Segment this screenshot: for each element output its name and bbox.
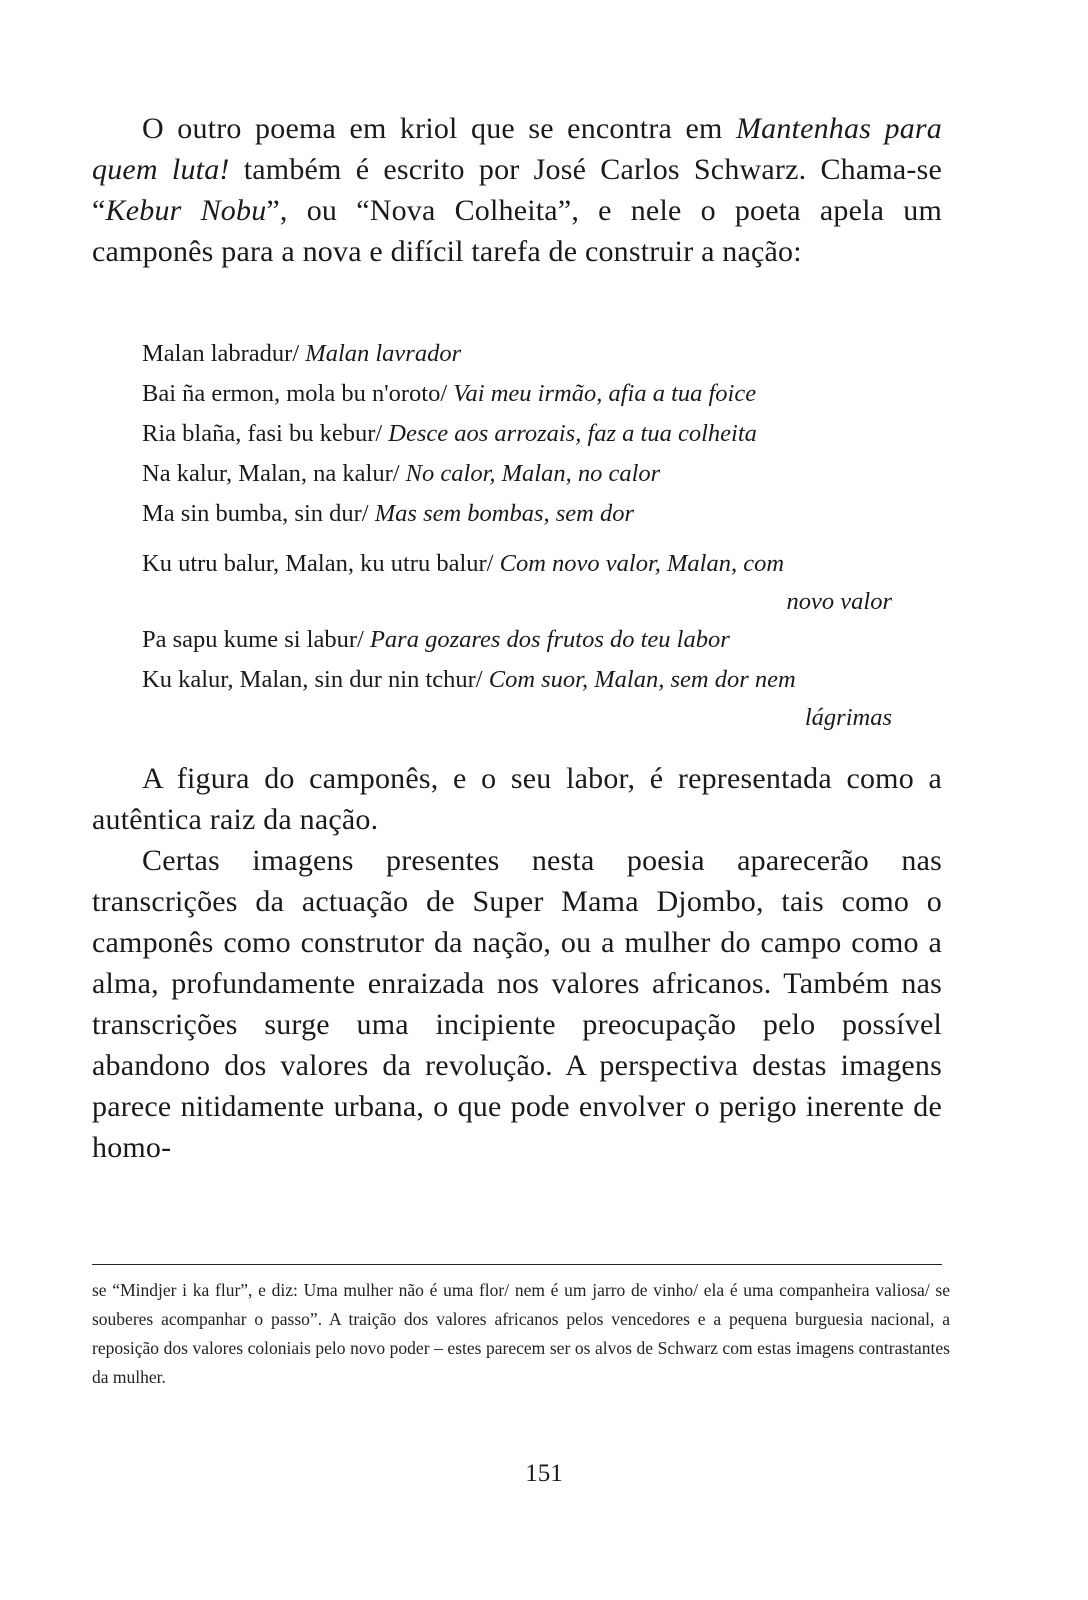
translation-verse: Malan lavrador — [305, 340, 462, 367]
commentary-paragraph-1: A figura do camponês, e o seu labor, é representada como a autêntica raiz da nação. — [92, 762, 942, 836]
translation-continuation: novo valor — [786, 588, 892, 615]
poem-line — [142, 414, 932, 454]
commentary — [92, 758, 942, 1168]
kriol-verse: Ku utru balur, Malan, ku utru balur/ — [142, 550, 500, 577]
intro-text-2: também é escrito por José Carlos Schwarz. Chama-se “ — [92, 153, 943, 227]
poem-line — [142, 620, 932, 660]
poem-line — [142, 494, 932, 534]
page-number: 151 — [525, 1460, 563, 1487]
translation-verse: Com suor, Malan, sem dor nem — [488, 666, 796, 693]
poem-stanza-1 — [142, 334, 932, 534]
poem-stanza-2 — [142, 544, 932, 736]
kriol-verse: Na kalur, Malan, na kalur/ — [142, 460, 406, 487]
book-title: Mantenhas para quem luta! — [92, 112, 942, 186]
translation-continuation: lágrimas — [804, 704, 892, 731]
poem-line — [142, 454, 932, 494]
poem-line — [142, 660, 932, 700]
poem-title: Kebur Nobu — [105, 194, 267, 227]
translation-verse: Mas sem bombas, sem dor — [374, 500, 635, 527]
poem-line — [142, 374, 932, 414]
poem-line — [142, 334, 932, 374]
poem-line — [142, 544, 932, 584]
translation-verse: Para gozares dos frutos do teu labor — [369, 626, 730, 653]
translation-verse: Com novo valor, Malan, com — [499, 550, 785, 577]
kriol-verse: Ria blaña, fasi bu kebur/ — [142, 420, 389, 447]
footnote: se “Mindjer i ka flur”, e diz: Uma mulher não é uma flor/ nem é um jarro de vinho/ ela é uma companheira valiosa/ se souberes acompanhar o passo”. A traição dos valores africanos pelos vencedores e a pequena burguesia nacional, a reposição dos valores coloniais pelo novo poder – estes parecem ser os alvos de Schwarz com estas imagens contrastantes da mulher. — [92, 1280, 950, 1387]
translation-verse: Desce aos arrozais, faz a tua colheita — [388, 420, 757, 447]
kriol-verse: Ku kalur, Malan, sin dur nin tchur/ — [142, 666, 489, 693]
kriol-verse: Ma sin bumba, sin dur/ — [142, 500, 375, 527]
translation-verse: Vai meu irmão, afia a tua foice — [453, 380, 757, 407]
intro-paragraph — [92, 108, 942, 272]
kriol-verse: Malan labradur/ — [142, 340, 306, 367]
kriol-verse: Pa sapu kume si labur/ — [142, 626, 370, 653]
footnote-divider — [92, 1264, 942, 1265]
intro-text-1: O outro poema em kriol que se encontra em — [142, 112, 736, 145]
kriol-verse: Bai ña ermon, mola bu n'oroto/ — [142, 380, 454, 407]
commentary-paragraph-2: Certas imagens presentes nesta poesia aparecerão nas transcrições da actuação de Super Mama Djombo, tais como o camponês como construtor da nação, ou a mulher do campo como a alma, profundamente enraizada nos valores africanos. Também nas transcrições surge uma incipiente preocupação pelo possível abandono dos valores da revolução. A perspectiva destas imagens parece nitidamente urbana, o que pode envolver o perigo inerente de homo- — [92, 844, 942, 1164]
intro-text-3: ”, ou “Nova Colheita”, e nele o poeta apela um camponês para a nova e difícil tarefa de construir a nação: — [92, 194, 943, 268]
translation-verse: No calor, Malan, no calor — [405, 460, 661, 487]
